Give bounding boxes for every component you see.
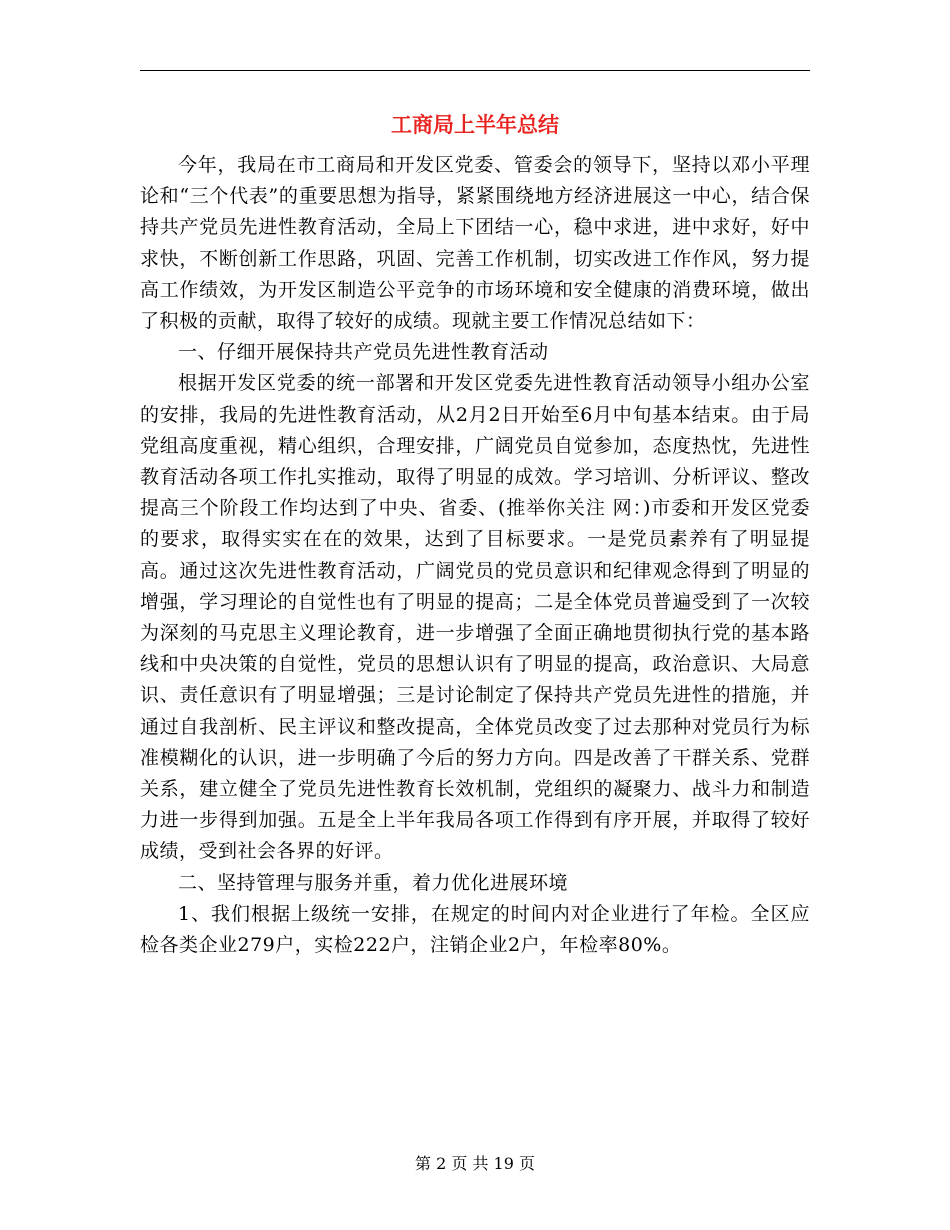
header-rule (140, 70, 810, 71)
section-heading-2: 二、坚持管理与服务并重，着力优化进展环境 (178, 871, 569, 894)
document-body (140, 150, 810, 961)
document-title: 工商局上半年总结 (391, 113, 559, 137)
paragraph-section-1: 根据开发区党委的统一部署和开发区党委先进性教育活动领导小组办公室的安排，我局的先进性教育活动，从2月2日开始至6月中旬基本结束。由于局党组高度重视，精心组织，合理安排，广阔党员自觉参加，态度热忱，先进性教育活动各项工作扎实推动，取得了明显的成效。学习培训、分析评议、整改提高三个阶段工作均达到了中央、省委、(推举你关注 网：)市委和开发区党委的要求，取得实实在在的效果，达到了目标要求。一是党员素养有了明显提高。通过这次先进性教育活动，广阔党员的党员意识和纪律观念得到了明显的增强，学习理论的自觉性也有了明显的提高；二是全体党员普遍受到了一次较为深刻的马克思主义理论教育，进一步增强了全面正确地贯彻执行党的基本路线和中央决策的自觉性，党员的思想认识有了明显的提高，政治意识、大局意识、责任意识有了明显增强；三是讨论制定了保持共产党员先进性的措施，并通过自我剖析、民主评议和整改提高，全体党员改变了过去那种对党员行为标准模糊化的认识，进一步明确了今后的努力方向。四是改善了干群关系、党群关系，建立健全了党员先进性教育长效机制，党组织的凝聚力、战斗力和制造力进一步得到加强。五是全上半年我局各项工作得到有序开展，并取得了较好成绩，受到社会各界的好评。 (140, 372, 810, 863)
paragraph-intro: 今年，我局在市工商局和开发区党委、管委会的领导下，坚持以邓小平理论和“三个代表”的重要思想为指导，紧紧围绕地方经济进展这一中心，结合保持共产党员先进性教育活动，全局上下团结一心，稳中求进，进中求好，好中求快，不断创新工作思路，巩固、完善工作机制，切实改进工作作风，努力提高工作绩效，为开发区制造公平竞争的市场环境和安全健康的消费环境，做出了积极的贡献，取得了较好的成绩。现就主要工作情况总结如下： (140, 154, 810, 333)
section-heading-1: 一、仔细开展保持共产党员先进性教育活动 (178, 341, 549, 364)
page-number-footer: 第 2 页 共 19 页 (415, 1154, 535, 1173)
paragraph-section-2-item-1: 1、我们根据上级统一安排，在规定的时间内对企业进行了年检。全区应检各类企业279户，实检222户，注销企业2户，年检率80%。 (140, 902, 810, 957)
